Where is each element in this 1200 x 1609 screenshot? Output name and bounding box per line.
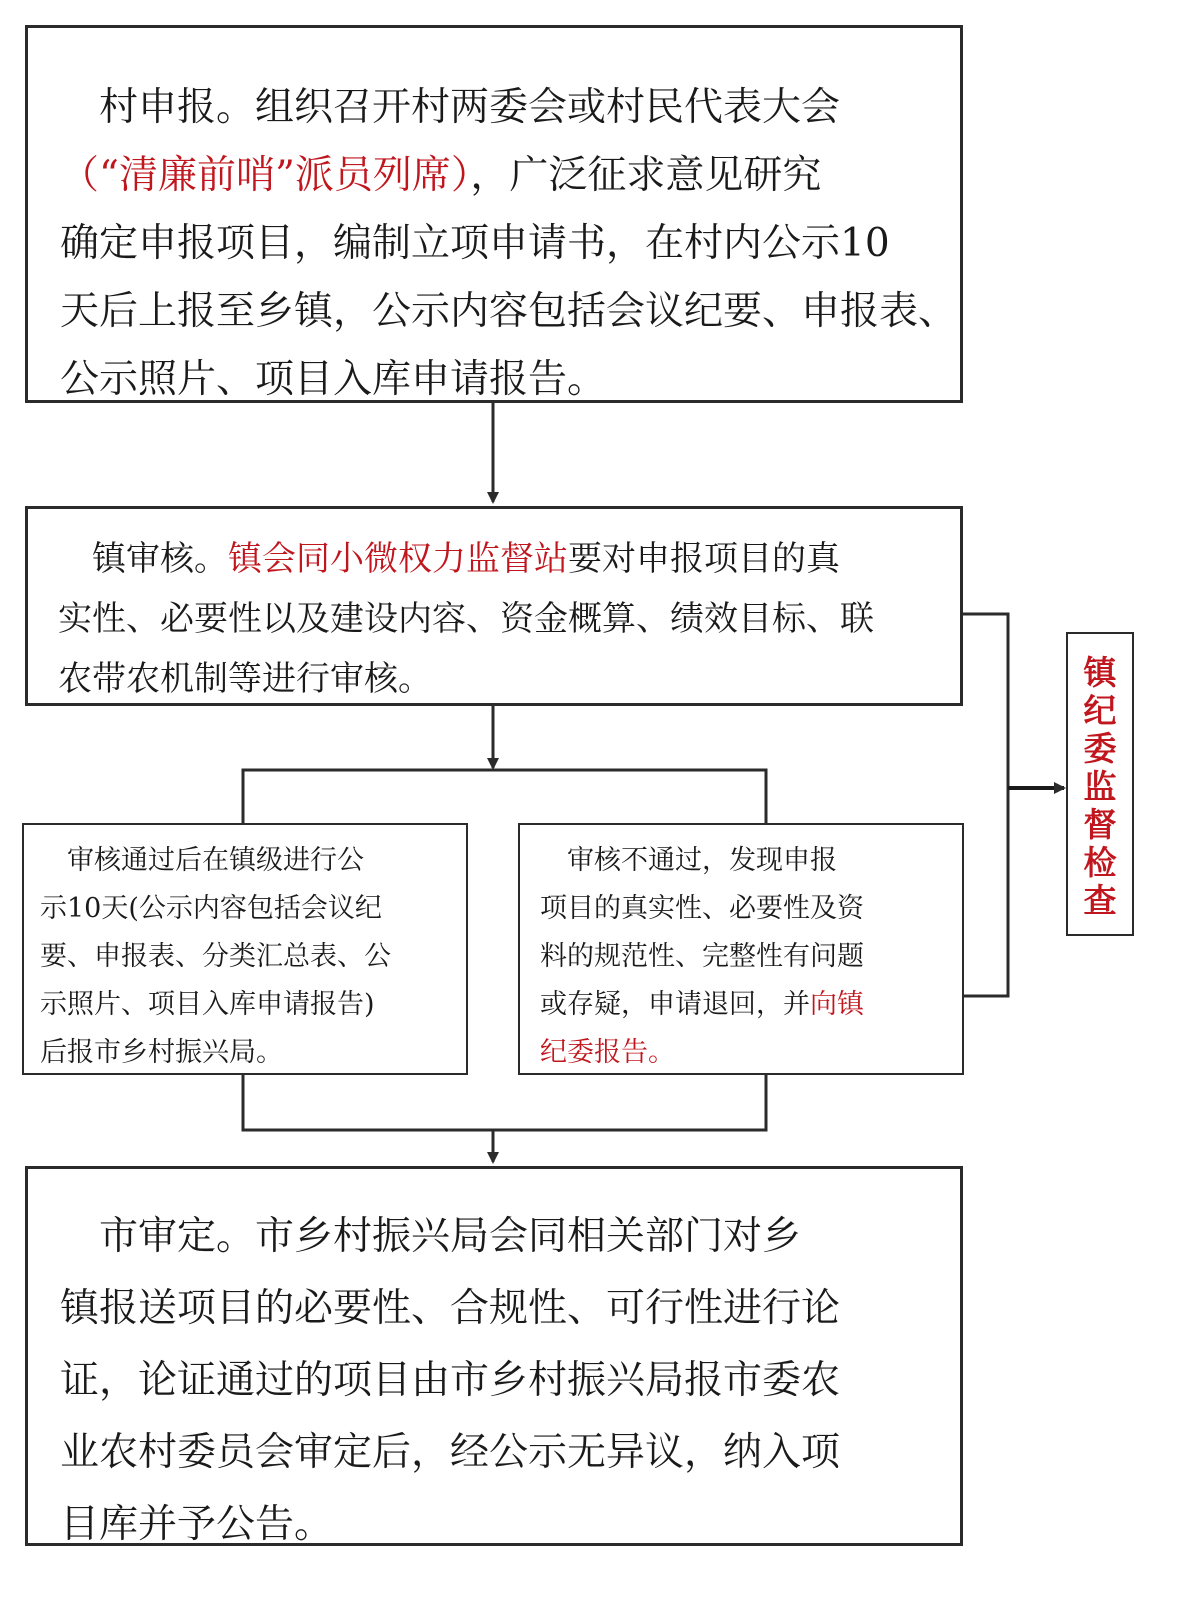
- town-line-2: 实性、必要性以及建设内容、资金概算、绩效目标、联: [58, 599, 874, 639]
- pass-line-4: 示照片、项目入库申请报告): [40, 989, 375, 1020]
- inspection-char: 督: [1083, 805, 1117, 844]
- town-review-box: [25, 506, 963, 706]
- pass-line-5: 后报市乡村振兴局。: [40, 1037, 283, 1068]
- inspection-char: 纪: [1083, 691, 1117, 730]
- village-report-box: [25, 25, 963, 403]
- town-line-1-a: 镇审核。: [58, 539, 228, 579]
- inspection-char: 查: [1083, 881, 1117, 920]
- city-line-3: 证，论证通过的项目由市乡村振兴局报市委农: [60, 1358, 841, 1403]
- village-red-text: （“清廉前哨”派员列席）: [60, 153, 471, 198]
- fail-line-3: 料的规范性、完整性有问题: [540, 941, 864, 972]
- inspection-char: 监: [1083, 767, 1117, 806]
- city-line-2: 镇报送项目的必要性、合规性、可行性进行论: [60, 1286, 841, 1331]
- city-line-5: 目库并予公告。: [60, 1502, 334, 1547]
- fail-red-text-2: 纪委报告。: [540, 1037, 675, 1068]
- village-line-5: 公示照片、项目入库申请报告。: [60, 357, 607, 402]
- town-line-1: [58, 529, 960, 589]
- fail-line-1: 审核不通过，发现申报: [540, 845, 837, 876]
- review-passed-box: [22, 823, 468, 1075]
- city-approval-box: [25, 1166, 963, 1546]
- merge-bracket: [243, 1075, 766, 1130]
- village-line-4: 天后上报至乡镇，公示内容包括会议纪要、申报表、: [60, 289, 958, 334]
- review-failed-box: [518, 823, 964, 1075]
- village-line-2-rest: ，广泛征求意见研究: [470, 153, 822, 198]
- town-line-3: 农带农机制等进行审核。: [58, 659, 432, 699]
- inspection-char: 委: [1083, 729, 1117, 768]
- town-line-1-b: 要对申报项目的真: [568, 539, 840, 579]
- fail-line-4-a: 或存疑，申请退回，并: [540, 989, 810, 1020]
- pass-line-2: 示10天(公示内容包括会议纪: [40, 893, 382, 924]
- pass-line-1: 审核通过后在镇级进行公: [40, 845, 364, 876]
- pass-line-3: 要、申报表、分类汇总表、公: [40, 941, 391, 972]
- inspection-box: [1066, 632, 1134, 936]
- fail-line-2: 项目的真实性、必要性及资: [540, 893, 864, 924]
- inspection-char: 检: [1083, 843, 1117, 882]
- village-line-1: 村申报。组织召开村两委会或村民代表大会: [60, 85, 841, 130]
- city-line-4: 业农村委员会审定后，经公示无异议，纳入项: [60, 1430, 841, 1475]
- fail-red-text-1: 向镇: [810, 989, 864, 1020]
- side-bracket: [963, 614, 1008, 996]
- village-line-2: [60, 142, 960, 210]
- city-line-1: 市审定。市乡村振兴局会同相关部门对乡: [60, 1214, 802, 1259]
- town-red-text: 镇会同小微权力监督站: [228, 539, 568, 579]
- village-line-3: 确定申报项目，编制立项申请书，在村内公示10: [60, 221, 890, 266]
- split-bracket: [243, 770, 766, 823]
- fail-line-4: [540, 981, 962, 1029]
- inspection-char: 镇: [1083, 653, 1117, 692]
